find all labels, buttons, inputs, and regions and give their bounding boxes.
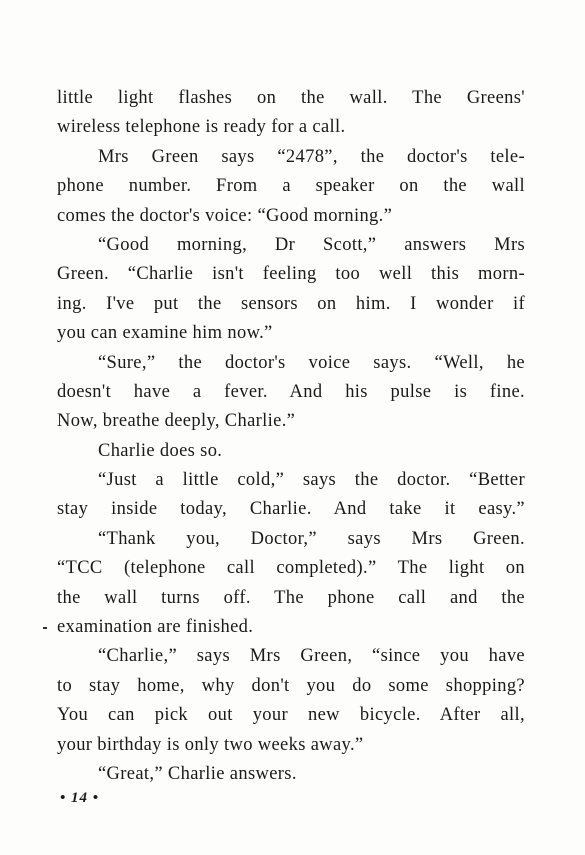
text-line: stay inside today, Charlie. And take it easy.” (57, 499, 525, 520)
text-line: wireless telephone is ready for a call. (57, 117, 346, 138)
text-line: Green. “Charlie isn't feeling too well this morn- (57, 264, 525, 285)
text-line: you can examine him now.” (57, 323, 273, 344)
text-line: “Good morning, Dr Scott,” answers Mrs (98, 234, 525, 255)
text-line: your birthday is only two weeks away.” (57, 734, 364, 755)
text-line: ing. I've put the sensors on him. I wonder if (57, 293, 525, 314)
text-line: phone number. From a speaker on the wall (57, 176, 525, 197)
body-text (57, 84, 525, 789)
text-line: to stay home, why don't you do some shopping? (57, 675, 525, 696)
text-line: little light flashes on the wall. The Greens' (57, 88, 525, 108)
text-line: the wall turns off. The phone call and the (57, 587, 525, 608)
print-speck (43, 627, 47, 629)
text-line: doesn't have a fever. And his pulse is fine. (57, 381, 525, 402)
text-line: comes the doctor's voice: “Good morning.” (57, 205, 393, 226)
text-line: “Thank you, Doctor,” says Mrs Green. (98, 528, 525, 549)
text-line: examination are finished. (57, 617, 254, 638)
text-line: “Charlie,” says Mrs Green, “since you have (98, 646, 525, 667)
page-number: • 14 • (60, 790, 100, 806)
text-line: “TCC (telephone call completed).” The light on (57, 558, 525, 579)
text-line: “Great,” Charlie answers. (98, 763, 297, 784)
text-line: Mrs Green says “2478”, the doctor's tele- (98, 146, 525, 167)
text-line: Charlie does so. (98, 440, 223, 461)
text-line: You can pick out your new bicycle. After all, (57, 705, 525, 726)
text-line: Now, breathe deeply, Charlie.” (57, 411, 296, 432)
text-line: “Sure,” the doctor's voice says. “Well, he (98, 352, 525, 373)
text-line: “Just a little cold,” says the doctor. “Better (98, 470, 525, 491)
